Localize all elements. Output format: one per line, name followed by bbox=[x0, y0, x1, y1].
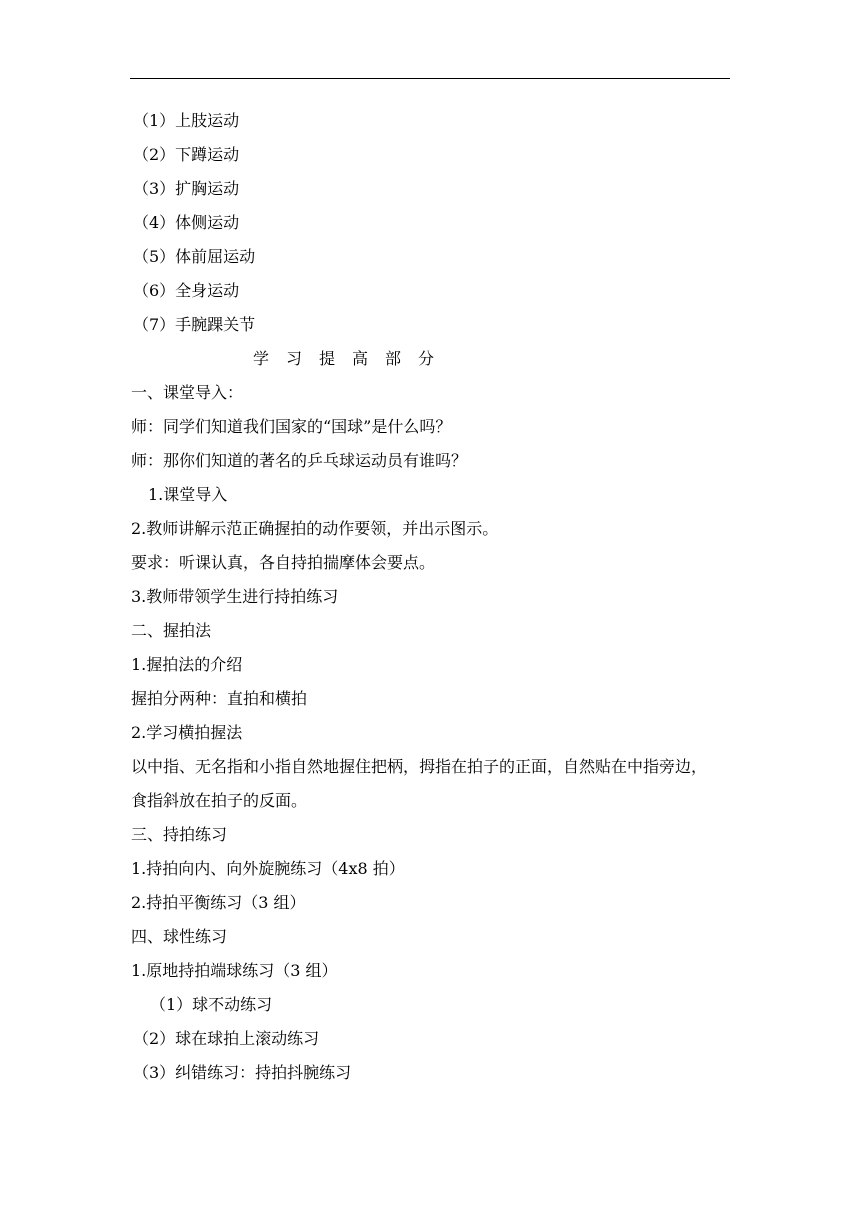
body-line: 师：那你们知道的著名的乒乓球运动员有谁吗？ bbox=[131, 451, 468, 470]
warmup-item-6: （6）全身运动 bbox=[133, 281, 240, 300]
body-line: 2.学习横拍握法 bbox=[131, 723, 243, 742]
body-line: 1.课堂导入 bbox=[148, 485, 228, 504]
body-line: 2.持拍平衡练习（3 组） bbox=[131, 893, 306, 912]
body-line: 1.持拍向内、向外旋腕练习（4x8 拍） bbox=[131, 859, 405, 878]
warmup-item-5: （5）体前屈运动 bbox=[133, 247, 256, 266]
body-line: 握拍分两种：直拍和横拍 bbox=[131, 689, 308, 708]
heading-intro: 一、课堂导入： bbox=[131, 383, 244, 402]
heading-ball: 四、球性练习 bbox=[131, 927, 228, 946]
section-title: 学习提高部分 bbox=[253, 349, 452, 368]
body-line: 2.教师讲解示范正确握拍的动作要领，并出示图示。 bbox=[131, 519, 499, 538]
warmup-item-1: （1）上肢运动 bbox=[133, 111, 240, 130]
warmup-item-2: （2）下蹲运动 bbox=[133, 145, 240, 164]
body-line: 1.握拍法的介绍 bbox=[131, 655, 243, 674]
body-line: 3.教师带领学生进行持拍练习 bbox=[131, 587, 339, 606]
warmup-item-3: （3）扩胸运动 bbox=[133, 179, 240, 198]
header-rule bbox=[130, 78, 730, 79]
body-line: （1）球不动练习 bbox=[150, 995, 273, 1014]
body-line: （3）纠错练习：持拍抖腕练习 bbox=[133, 1063, 352, 1082]
body-line: 师：同学们知道我们国家的“国球”是什么吗？ bbox=[131, 417, 452, 436]
heading-grip: 二、握拍法 bbox=[131, 621, 212, 640]
body-line: 1.原地持拍端球练习（3 组） bbox=[131, 961, 338, 980]
heading-practice: 三、持拍练习 bbox=[131, 825, 228, 844]
body-line: （2）球在球拍上滚动练习 bbox=[133, 1029, 320, 1048]
warmup-item-4: （4）体侧运动 bbox=[133, 213, 240, 232]
body-line: 要求：听课认真，各自持拍揣摩体会要点。 bbox=[131, 553, 436, 572]
body-line: 以中指、无名指和小指自然地握住把柄，拇指在拍子的正面，自然贴在中指旁边， bbox=[131, 757, 708, 776]
body-line: 食指斜放在拍子的反面。 bbox=[131, 791, 308, 810]
warmup-item-7: （7）手腕踝关节 bbox=[133, 315, 256, 334]
